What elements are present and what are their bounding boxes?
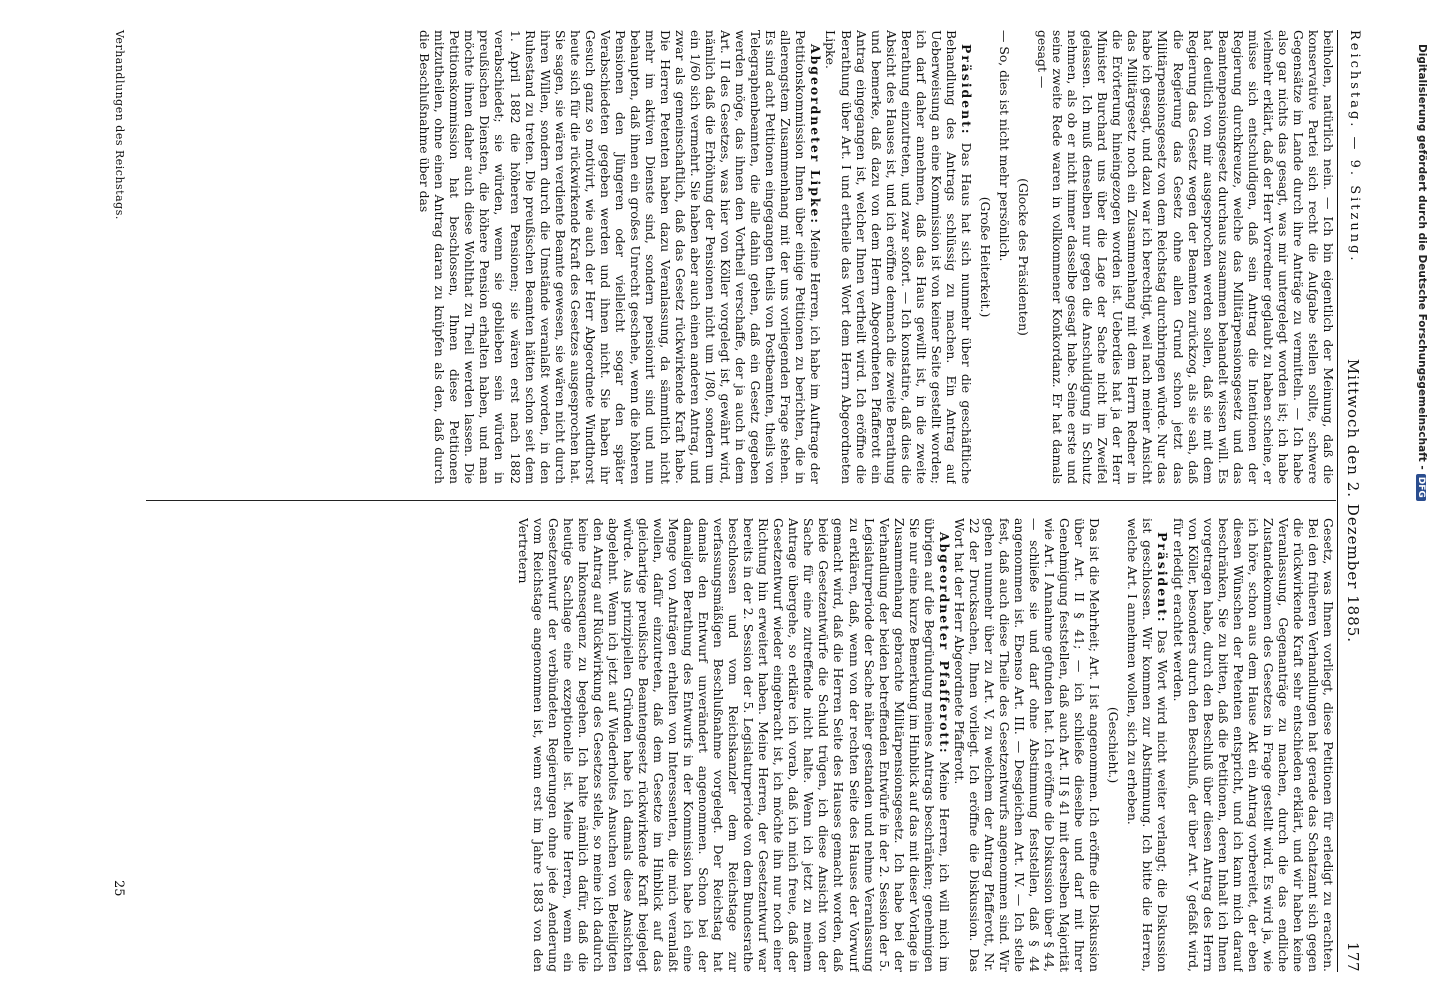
dfg-logo: DFG xyxy=(1416,474,1426,501)
page-header xyxy=(1340,30,1362,972)
left-column-paragraph: — So, dies ist nicht mehr persönlich. xyxy=(997,30,1013,262)
right-column-paragraph: (Geschieht.) xyxy=(1106,706,1122,784)
speaker-name: Abgeordneter Lipke: xyxy=(808,44,824,225)
left-column-paragraph: (Große Heiterkeit.) xyxy=(977,196,993,318)
right-column-paragraph: Das ist die Mehrheit; Art. I ist angenommen. Ich eröffne die Diskussion über Art. II § 41; — ich schließe dieselbe und darf mit Ihrer Genehmigung feststellen, daß auch Art. II § 41 mit derselben Majorität wie Art. I Annahme gefunden hat. Ich eröffne die Diskussion über § 44, — schließe sie und darf ohne Abstimmung feststellen, daß § 44 angenommen ist. Ebenso Art. III. — Desgleichen Art. IV. — Ich stelle fest, daß auch diese Theile des Gesetzentwurfs angenommen sind. Wir gehen nunmehr über zu Art. V, zu welchem der Antrag Pfafferott, Nr. 22 der Drucksachen, Ihnen vorliegt. Ich eröffne die Diskussion. Das Wort hat der Herr Abgeordnete Pfafferott. xyxy=(951,518,1103,972)
right-column xyxy=(36,518,1336,972)
paragraph-text: Das Haus hat sich nunmehr über die geschäftliche Behandlung des Antrags schlüssig zu machen. Ein Antrag auf Ueberweisung an eine Kommission ist von keiner Seite gestellt worden; ich darf daher annehmen, daß das Haus gewillt ist, in die zweite Berathung einzutreten, und zwar sofort. — Ich konstatire, daß dies die Absicht des Hauses ist, und ich eröffne demnach die zweite Berathung und bemerke, daß dazu von dem Herrn Abgeordneten Pfafferott ein Antrag eingegangen ist, welcher Ihnen vertheilt wird. Ich eröffne die Berathung über Art. I und ertheile das Wort dem Herrn Abgeordneten Lipke. xyxy=(823,30,974,484)
page-number: 177 xyxy=(1344,941,1362,972)
right-column-paragraph: Gesetz, was Ihnen vorliegt, diese Petitionen für erledigt zu erachten. Bei den früheren Verhandlungen hat gerade das Schatzamt sich gegen die rückwirkende Kraft sehr entschieden erklärt, und wir haben keine Veranlassung, Gegenanträge zu machen, durch die das endliche Zustandekommen des Gesetzes in Frage gestellt wird. Es wird ja, wie ich höre, schon aus dem Hause Akt ein Antrag vorbereitet, der eben diesen Wünschen der Petenten entspricht, und ich kann mich darauf beschränken, Sie zu bitten, daß die Petitionen, deren Inhalt ich Ihnen vorgetragen habe, durch den Beschluß über diesen Antrag des Herrn von Köller, besonders durch den Beschluß, der über Art. V gefaßt wird, für erledigt erachtet werden. xyxy=(1170,518,1336,972)
credit-text: Digitalisierung gefördert durch die Deutsche Forschungsgemeinschaft - xyxy=(1416,44,1428,470)
paragraph-text: Meine Herren, ich will mich im übrigen auf die Begründung meines Antrags beschränken; genehmigen Sie nur eine kurze Bemerkung im Hinblick auf das mit dieser Vorlage in Zusammenhang gebrachte Militärpensionsgesetz. Ich habe bei der Verhandlung der beiden betreffenden Entwürfe in der 2. Session der 5. Legislaturperiode der Sache näher gestanden und nehme Veranlassung zu erklären, daß, wenn von der rechten Seite des Hauses der Vorwurf gemacht wird, daß die Herren Seite des Hauses gemacht worden, daß beide Gesetzentwürfe die Schuld trügen, ich diese Ansicht von der Sache für eine zutreffende nicht halte. Wenn ich jetzt zu meinem Antrage übergehe, so erkläre ich vorab, daß ich mich freue, daß der Gesetzentwurf wieder eingebracht ist, ich möchte ihn nur noch einer Richtung hin erweitert haben. Meine Herren, der Gesetzentwurf war bereits in der 2. Session der 5. Legislaturperiode von dem Bundesrathe beschlossen und vom Reichskanzler dem Reichstage zur verfassungsmäßigen Beschlußnahme vorgelegt. Der Reichstag hat damals den Entwurf unverändert angenommen. Schon bei der damaligen Berathung des Entwurfs in der Kommission habe ich eine Menge von Anträgen erhalten von Interessenten, die mich veranlaßt wollen, dafür einzutreten, daß dem Gesetze im Hinblick auf das gleichartige preußische Beamtengesetz rückwirkende Kraft beigelegt würde. Aus prinzipiellen Gründen habe ich damals diese Ansichten abgelehnt. Wenn ich jetzt auf Wiederholtes Ansuchen von Beteiligten den Antrag auf Rückwirkung des Gesetzes stelle, so meine ich dadurch keine Inkonsequenz zu begehen. Ich halte nämlich dafür, daß die heutige Sachlage eine exzeptionelle ist. Meine Herren, wenn ein Gesetzentwurf der verbündeten Regierungen ohne jede Aenderung vom Reichstage angenommen ist, wenn erst im Jahre 1883 von den Vertretern xyxy=(515,518,952,972)
left-column-paragraph: beiholen, natürlich nein. — Ich bin eigentlich der Meinung, daß die konservative Partei sich recht die Aufgabe stellen sollte, schwere Gegensätze im Lande durch ihre Anträge zu vermitteln. — Ich habe also gar nichts das gesagt, was mir untergelegt worden ist; ich habe vielmehr erklärt, daß der Herr Vorredner geglaubt zu haben scheine, er müsse sich entschuldigen, daß sein Antrag die Intentionen der Regierung durchkreuze, welche das Militärpensionsgesetz und das Beamtenpensionsgesetz durchaus zusammen behandelt wissen will. Es hat deutlich von mir ausgesprochen werden sollen, daß sie mit dem Regierung das Gesetz wegen der Beamten zurückzog, als sie sah, daß die Regierung das Gesetz ohne allen Grund schon jetzt das Militärpensionsgesetz von dem Reichstag durchbringen würde. Nur das habe ich gesagt, und dazu war ich berechtigt, weil nach meiner Ansicht das Militärgesetz noch ein Zusammenhang mit dem Herrn Redner in die Erörterung hineingezogen worden ist. Ueberdies hat ja der Herr Minister Burchard uns über die Lage der Sache nicht im Zweifel gelassen. Ich muß denselben nur gegen die Anschuldigung in Schutz nehmen, als ob er nicht immer dasselbe gesagt habe. Seine erste und seine zweite Rede waren in vollkommener Konkordanz. Er hat damals gesagt — xyxy=(1035,30,1336,484)
left-column-paragraph xyxy=(823,30,973,484)
header-date: Mittwoch den 2. Dezember 1885. xyxy=(1344,358,1362,644)
header-rule xyxy=(1337,30,1338,972)
column-divider xyxy=(146,500,1336,501)
left-column-paragraph xyxy=(417,30,823,484)
signature-mark: 25 xyxy=(111,880,126,897)
left-column xyxy=(36,30,1336,484)
footer-note: Verhandlungen des Reichstags. xyxy=(113,30,126,220)
digitization-credit xyxy=(1408,24,1430,974)
right-column-paragraph xyxy=(515,518,951,972)
paragraph-text: Meine Herren, ich habe im Auftrage der Petitionskommission Ihnen über einige Petitionen zu berichten, die in allerengstem Zusammenhang mit der uns vorliegenden Frage stehen. Es sind acht Petitionen eingegangen theils von Postbeamten, theils von Telegraphenbeamten, die alle dahin gehen, daß ein Gesetz gegeben werden möge, das ihnen den Vortheil verschaffe, der ja auch in dem Art. II des Gesetzes, was hier von Köller vorgelegt ist, gewährt wird, nämlich daß die Erhöhung der Pensionen nicht um 1/80, sondern um ein 1/60 sich vermehrt. Sie haben aber auch einen anderen Antrag, und zwar als gemeinschaftlich, daß das Gesetz rückwirkende Kraft habe. Die Herren Petenten haben dazu Veranlassung, da sämmtlich nicht mehr im aktiven Dienste sind, sondern pensionirt sind und nun behaupten, daß ihnen ein großes Unrecht geschehe, wenn die höheren Pensionen den Jüngeren oder vielleicht sogar den später Verabschiedeten gegeben werden und ihnen nicht. Sie haben ihr Gesuch ganz so motivirt, wie auch der Herr Abgeordnete Windthorst heute sich für die rückwirkende Kraft des Gesetzes ausgesprochen hat. Sie sagen, sie wären verdiente Beamte gewesen, sie wären nicht durch ihren Willen, sondern durch die Umstände veranlaßt worden, in den Ruhestand zu treten. Die preußischen Beamten hätten schon seit dem 1. April 1882 die höheren Pensionen; sie wären erst nach 1882 verabschiedet; sie würden, wenn sie geblieben sein würden in preußischen Diensten, die höhere Pension erhalten haben, und man möchte ihnen daher auch diese Wohlthat zu Theil werden lassen. Die Petitionskommission hat beschlossen, Ihnen diese Petitionen mitzutheilen, ohne einen Antrag daran zu knüpfen als den, daß durch die Beschlußnahme über das xyxy=(417,30,824,484)
speaker-name: Abgeordneter Pfafferott: xyxy=(936,532,952,755)
header-section: Reichstag. — 9. Sitzung. xyxy=(1347,30,1362,264)
left-column-paragraph: (Glocke des Präsidenten) xyxy=(1016,178,1032,336)
paragraph-text: Das Wort wird nicht weiter verlangt; die Diskussion ist geschlossen. Wir kommen zur Abstimmung. Ich bitte die Herren, welche Art. I annehmen wollen, sich zu erheben. xyxy=(1125,518,1171,972)
speaker-name: Präsident: xyxy=(1155,532,1171,624)
speaker-name: Präsident: xyxy=(958,44,974,136)
right-column-paragraph xyxy=(1125,518,1170,972)
